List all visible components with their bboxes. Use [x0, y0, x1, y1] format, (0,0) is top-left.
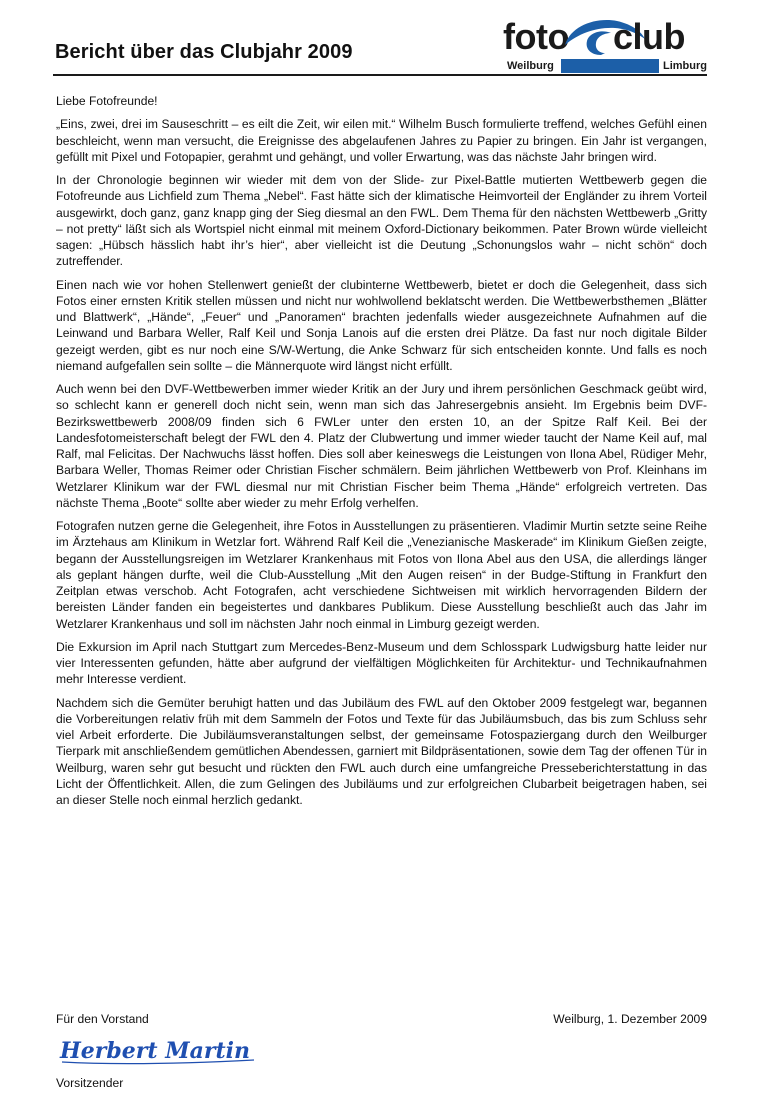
- logo-sub-weilburg: Weilburg: [507, 60, 554, 72]
- closing-line: Für den Vorstand: [56, 1012, 149, 1026]
- paragraph: „Eins, zwei, drei im Sauseschritt – es eilt die Zeit, wir eilen mit.“ Wilhelm Busch formulierte treffend, welches Gefühl einen beschleicht, wenn man versucht, die Ereignisse des abgelaufenen Jahres zu Papier zu bringen. Ein Jahr ist vergangen, gefüllt mit Pixel und Fotopapier, gerahmt und gehängt, und voller Erwartung, was das nächste Jahr bringen wird.: [56, 117, 707, 164]
- page-title: Bericht über das Clubjahr 2009: [55, 41, 353, 63]
- signer-role: Vorsitzender: [56, 1076, 124, 1090]
- paragraph: Die Exkursion im April nach Stuttgart zum Mercedes-Benz-Museum und dem Schlosspark Ludwigsburg hatte leider nur vier Interessenten gefunden, hätte aber aufgrund der vielfältigen Möglichkeiten für Architektur- und Technikaufnahmen mehr Interesse verdient.: [56, 639, 707, 687]
- place-date: Weilburg, 1. Dezember 2009: [553, 1012, 707, 1026]
- logo-word-foto: foto: [503, 16, 569, 57]
- logo-word-club: club: [613, 16, 686, 57]
- page-header: [0, 0, 757, 82]
- paragraph: Auch wenn bei den DVF-Wettbewerben immer wieder Kritik an der Jury und ihrem persönlichen Geschmack geübt wird, so schlecht kann er generell doch nicht sein, wenn man sich das Jahresergebnis ansieht. Im Ergebnis beim DVF-Bezirkswettbewerb 2008/09 finden sich 6 FWLer unter den ersten 10, an der Spitze Ralf Keil. Bei der Landesfotomeisterschaft belegt der FWL den 4. Platz der Clubwertung und immer wieder taucht der Name Keil auf, mal Ralf, mal Felicitas. Der Nachwuchs lässt hoffen. Dies soll aber keineswegs die Leistungen von Ilona Abel, Rüdiger Mehr, Barbara Weller, Thomas Reimer oder Christian Fischer schmälern. Beim jährlichen Wettbewerb von Prof. Kleinhans im Wetzlarer Klinikum war der FWL diesmal nur mit Christian Fischer beim Thema „Hände“ erfolgreich vertreten. Das nächste Thema „Boote“ sollte aber wieder zu mehr Erfolg verhelfen.: [56, 382, 707, 510]
- letter-body: [56, 93, 707, 815]
- club-logo: [503, 15, 713, 77]
- handwritten-signature: [58, 1034, 258, 1068]
- paragraph: Nachdem sich die Gemüter beruhigt hatten und das Jubiläum des FWL auf den Oktober 2009 festgelegt war, begannen die Vorbereitungen relativ früh mit dem Sammeln der Fotos und Texte für das Jubiläumsbuch, das bis zum Schluss sehr viel Arbeit erforderte. Die Jubiläumsveranstaltungen selbst, der gemeinsame Fotospaziergang durch den Weilburger Tierpark mit anschließendem gemütlichen Abendessen, garniert mit Bildpräsentationen, sowie dem Tag der offenen Tür in Weilburg, waren sehr gut besucht und rückten den FWL auch durch eine umfangreiche Presseberichterstattung in das Licht der Öffentlichkeit. Allen, die zum Gelingen des Jubiläums und zur erfolgreichen Clubarbeit beigetragen haben, sei an dieser Stelle noch einmal herzlich gedankt.: [56, 695, 707, 807]
- signature-text: Herbert Martin: [58, 1038, 251, 1064]
- paragraph: Fotografen nutzen gerne die Gelegenheit, ihre Fotos in Ausstellungen zu präsentieren. Vladimir Murtin setzte seine Reihe im Ärztehaus am Klinikum in Wetzlar fort. Während Ralf Keil die „Venezianische Maskerade“ im Klinikum Gießen zeigte, begann der Ausstellungsreigen im Wetzlarer Krankenhaus mit Fotos von Ilona Abel aus den USA, die allerdings länger als geplant hängen durfte, weil die Club-Ausstellung „Mit den Augen reisen“ in der Budge-Stiftung in Frankfurt den Zeitplan etwas verschob. Acht Fotografen, acht verschiedene Sichtweisen mit wirklich hervorragenden Bildern der bereisten Länder fanden ein begeistertes und dankbares Publikum. Diese Ausstellung beschließt auch das Jahr im Wetzlarer Krankenhaus und soll im nächsten Jahr noch einmal in Limburg gezeigt werden.: [56, 519, 707, 631]
- logo-sub-limburg: Limburg: [663, 60, 707, 72]
- header-rule: [53, 74, 707, 76]
- salutation: Liebe Fotofreunde!: [56, 94, 158, 108]
- paragraph: Einen nach wie vor hohen Stellenwert genießt der clubinterne Wettbewerb, bietet er doch die Gelegenheit, dass sich Fotos einer ernsten Kritik stellen müssen und nicht nur wohlwollend beklatscht werden. Die Wettbewerbsthemen „Blätter und Blattwerk“, „Hände“, „Feuer“ und „Panoramen“ brachten jedenfalls wieder ausgezeichnete Aufnahmen auf die Leinwand und Barbara Weller, Ralf Keil und Sonja Lanois auf die ersten drei Plätze. Da fast nur noch digitale Bilder gezeigt werden, gibt es nur noch eine S/W-Wertung, die Anke Schwarz für sich entscheiden konnte. Und falls es noch niemand aufgefallen sein sollte – die Männerquote wird längst nicht erfüllt.: [56, 277, 707, 373]
- paragraph: In der Chronologie beginnen wir wieder mit dem von der Slide- zur Pixel-Battle mutierten Wettbewerb gegen die Fotofreunde aus Lichfield zum Thema „Nebel“. Fast hätte sich der klimatische Heimvorteil der Engländer zu ihrem Vorteil ausgewirkt, doch ganz, ganz knapp ging der Sieg diesmal an den FWL. Dem Thema für den nächsten Wettbewerb „Gritty – not pretty“ läßt sich als Wortspiel nicht einmal mit meinem Oxford-Dictionary beikommen. Pater Brown würde vielleicht sagen: „Hübsch hässlich habt ihr’s hier“, aber vielleicht ist die Deutung „Schonungslos wahr – nicht schön“ doch zutreffender.: [56, 173, 707, 269]
